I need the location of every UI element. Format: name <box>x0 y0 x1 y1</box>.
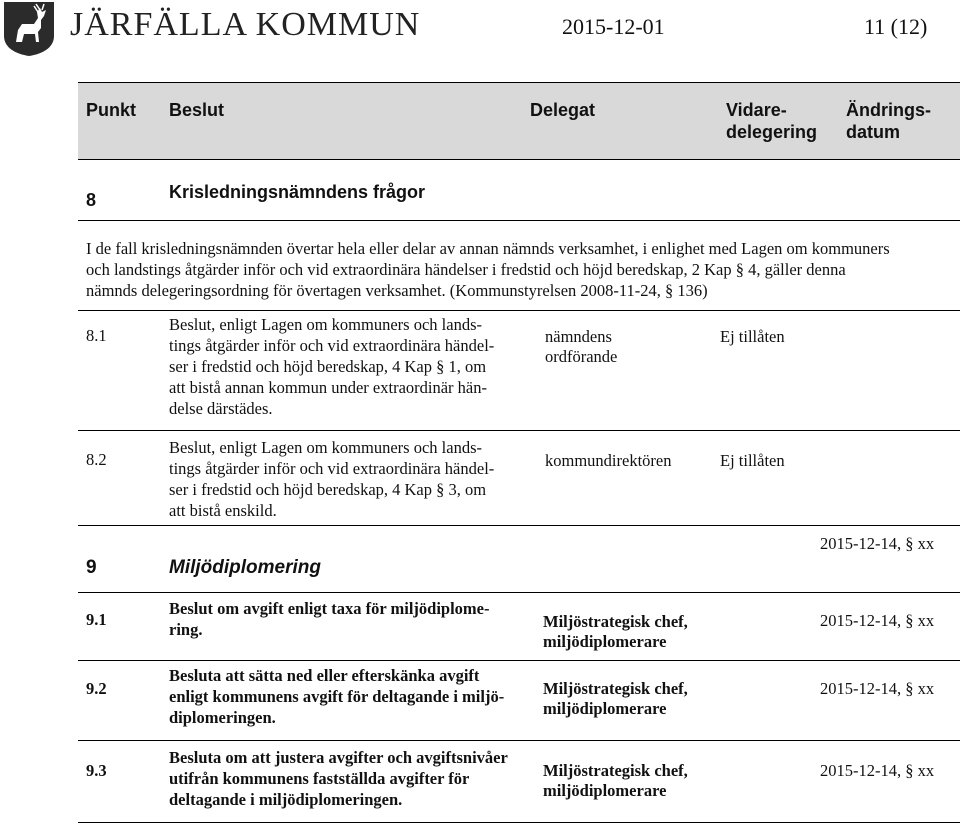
section-divider <box>78 310 960 311</box>
row-vidaredelegering: Ej tillåten <box>720 327 785 346</box>
row-delegat-line: Miljöstrategisk chef, <box>543 612 688 631</box>
section-andringsdatum: 2015-12-14, § xx <box>820 534 935 553</box>
row-divider <box>78 660 960 661</box>
row-delegat-line: miljödiplomerare <box>543 632 667 651</box>
row-divider <box>78 822 960 823</box>
page-number: 11 (12) <box>864 14 928 39</box>
row-delegat-line: Miljöstrategisk chef, <box>543 679 688 698</box>
row-andringsdatum: 2015-12-14, § xx <box>820 611 935 630</box>
section-title: Miljödiplomering <box>169 557 321 578</box>
row-beslut-line: Besluta att sätta ned eller efterskänka avgift <box>169 666 480 685</box>
row-beslut-line: Besluta om att justera avgifter och avgiftsnivåer <box>169 748 508 767</box>
row-delegat-line: miljödiplomerare <box>543 781 667 800</box>
column-header-beslut: Beslut <box>169 100 225 120</box>
section-number: 9 <box>86 557 97 578</box>
column-header-punkt: Punkt <box>86 100 137 120</box>
row-delegat-line: miljödiplomerare <box>543 699 667 718</box>
row-punkt: 8.1 <box>86 326 107 345</box>
column-header-vidaredelegering-2: delegering <box>726 122 818 142</box>
row-beslut-line: ser i fredstid och höjd beredskap, 4 Kap § 3, om <box>169 480 487 499</box>
row-vidaredelegering: Ej tillåten <box>720 451 785 470</box>
row-beslut-line: att bistå enskild. <box>169 501 277 520</box>
row-delegat-line: Miljöstrategisk chef, <box>543 761 688 780</box>
row-andringsdatum: 2015-12-14, § xx <box>820 679 935 698</box>
row-delegat-line: kommundirektören <box>545 451 672 470</box>
row-beslut-line: deltagande i miljödiplomeringen. <box>169 790 403 809</box>
row-divider <box>78 525 960 526</box>
section-title: Krisledningsnämndens frågor <box>169 182 426 202</box>
row-beslut-line: ser i fredstid och höjd beredskap, 4 Kap § 1, om <box>169 357 487 376</box>
column-header-andringsdatum-1: Ändrings- <box>846 100 931 120</box>
row-beslut-line: delse därstädes. <box>169 399 273 418</box>
row-beslut-line: tings åtgärder inför och vid extraordinära händel- <box>169 336 495 355</box>
row-beslut-line: tings åtgärder inför och vid extraordinära händel- <box>169 459 495 478</box>
row-beslut-line: Beslut, enligt Lagen om kommuners och lands- <box>169 438 482 457</box>
row-beslut-line: diplomeringen. <box>169 708 276 727</box>
row-beslut-line: att bistå annan kommun under extraordinär hän- <box>169 378 487 397</box>
column-header-andringsdatum-2: datum <box>846 122 900 142</box>
column-header-delegat: Delegat <box>530 100 596 120</box>
section-intro-line: och landstings åtgärder inför och vid extraordinära händelser i fredstid och höjd beredskap, 2 Kap § 4, gäller denna <box>86 260 846 279</box>
column-header-vidaredelegering-1: Vidare- <box>726 100 787 120</box>
municipality-logo <box>4 2 54 56</box>
row-beslut-line: Beslut, enligt Lagen om kommuners och lands- <box>169 315 482 334</box>
row-beslut-line: Beslut om avgift enligt taxa för miljödiplome- <box>169 599 490 618</box>
row-divider <box>78 740 960 741</box>
row-punkt: 9.1 <box>86 610 107 629</box>
row-divider <box>78 430 960 431</box>
brand-name: JÄRFÄLLA KOMMUN <box>70 6 421 43</box>
row-delegat-line: nämndens <box>545 327 612 346</box>
document-date: 2015-12-01 <box>562 14 665 39</box>
row-punkt: 9.3 <box>86 761 107 780</box>
row-punkt: 8.2 <box>86 450 107 469</box>
section-intro-line: nämnds delegeringsordning för övertagen verksamhet. (Kommunstyrelsen 2008-11-24, § 136) <box>86 281 708 300</box>
row-delegat-line: ordförande <box>545 347 618 366</box>
row-beslut-line: ring. <box>169 620 203 639</box>
column-header-bar <box>78 82 960 160</box>
section-number: 8 <box>86 190 97 210</box>
row-andringsdatum: 2015-12-14, § xx <box>820 761 935 780</box>
row-beslut-line: utifrån kommunens fastställda avgifter för <box>169 769 470 788</box>
section-intro-line: I de fall krisledningsnämnden övertar hela eller delar av annan nämnds verksamhet, i enlighet med Lagen om kommuners <box>86 239 890 258</box>
row-punkt: 9.2 <box>86 679 107 698</box>
section-divider <box>78 592 960 593</box>
section-divider <box>78 220 960 221</box>
row-beslut-line: enligt kommunens avgift för deltagande i miljö- <box>169 687 505 706</box>
